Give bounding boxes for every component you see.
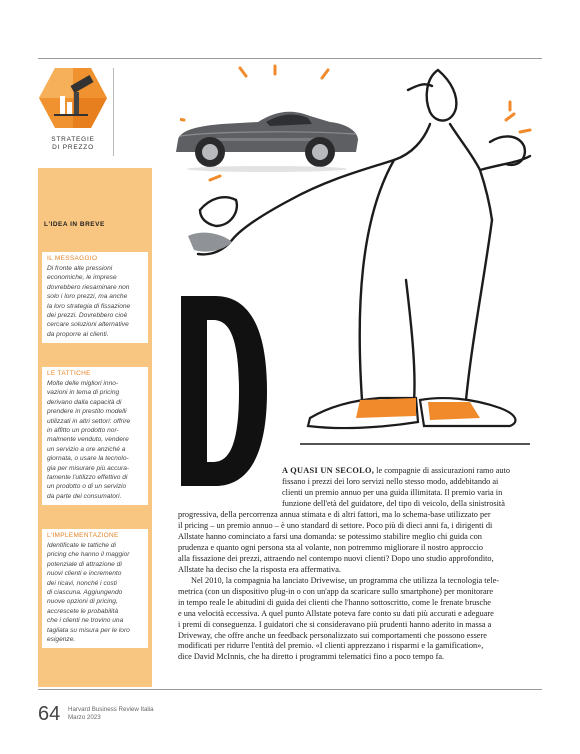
- article-line: Driveway, che offre anche un feedback personalizzato sui comportamenti che possono essere: [178, 630, 487, 640]
- article-line: Nel 2010, la compagnia ha lanciato Drivewise, un programma che utilizza la tecnologia tele-: [191, 576, 500, 585]
- badge-label: [28, 136, 118, 152]
- article-line: metrica (con un dispositivo plug-in o con un'app da scaricare sullo smartphone) per monitorare: [178, 586, 494, 596]
- article-line: progressiva, della percorrenza annua stimata e di altri fattori, ma lo schema-base utilizzato per: [178, 510, 491, 519]
- sidebar-section-tactics: [42, 367, 148, 505]
- badge-label-line2: DI PREZZO: [52, 144, 94, 151]
- article-line: prudenza e quanto ogni persona sta al volante, non potremmo migliorare il nostro approccio: [178, 542, 484, 552]
- article-line: in tempo reale le abitudini di guida dei clienti che l'hanno sottoscritto, come le frenate brusche: [178, 597, 491, 607]
- sidebar-section-message: [42, 252, 148, 343]
- badge-label-line1: STRATEGIE: [51, 136, 95, 143]
- article-line: funzione dell'età del guidatore, del tipo di veicolo, della sinistrosità: [282, 498, 505, 508]
- bottom-rule: [38, 689, 542, 690]
- section-heading: LE TATTICHE: [47, 370, 91, 377]
- article-line: A QUASI UN SECOLO, le compagnie di assicurazioni ramo auto: [282, 466, 511, 475]
- article-line: Allstate hanno cominciato a farsi una domanda: se potessimo stabilire meglio chi guida con: [178, 531, 482, 541]
- top-rule: [38, 58, 542, 59]
- article-paragraph-1: [178, 510, 548, 575]
- section-text: Molte delle migliori inno- vazioni in tema di pricing derivano dalla capacità di prendere in prestito modelli utilizzati in altri settori: offrire in affitto un prodotto nor- malmente venduto, vendere un servizio a ore anziché a giornata, o usare la tecnolo- gia per misurare più accura- tamente l'utilizzo effettivo di un prodotto o di un servizio da parte dei consumatori.: [47, 380, 131, 500]
- article-line: clienti un premio annuo per una guida illimitata. Il premio varia in: [282, 487, 503, 497]
- publication-info: [68, 706, 154, 722]
- article-intro: [282, 466, 542, 510]
- article-paragraph-2: [178, 576, 548, 663]
- sidebar-title: L'IDEA IN BREVE: [44, 221, 105, 228]
- article-line: alla fissazione dei prezzi, attraendo nel contempo nuovi clienti? Dopo uno studio approfondito,: [178, 553, 494, 563]
- lead-caps: A QUASI UN SECOLO,: [282, 466, 375, 475]
- article-line: Allstate ha deciso che la risposta era affermativa.: [178, 564, 341, 574]
- article-line: i premi di conseguenza. I guidatori che si consideravano più prudenti hanno aderito in massa a: [178, 619, 492, 629]
- article-line: dice David McInnis, che ha diretto i programmi telematici fino a poco tempo fa.: [178, 652, 445, 662]
- section-heading: IL MESSAGGIO: [47, 255, 98, 262]
- section-heading: L'IMPLEMENTAZIONE: [47, 532, 119, 539]
- page-number: 64: [38, 703, 61, 725]
- drop-cap: [181, 296, 267, 486]
- section-text: Identificate le tattiche di pricing che hanno il maggior potenziale di attrazione di nuovi clienti e incremento dei ricavi, nonché i costi di ciascuna. Aggiungendo nuove opzioni di pricing, accrescete le probabilità che i clienti ne trovino una tagliata su misura per le loro esigenze.: [47, 542, 130, 644]
- issue-date: Marzo 2023: [68, 714, 101, 721]
- article-line: modificati per ridurre l'entità del premio. «I clienti apprezzano i risparmi e la gamification»,: [178, 641, 484, 651]
- article-line: fissano i prezzi dei loro servizi nello stesso modo, addebitando ai: [282, 476, 499, 486]
- section-text: Di fronte alle pressioni economiche, le imprese dovrebbero riesaminare non solo i loro prezzi, ma anche la loro strategia di fissazione dei prezzi. Dovrebbero cioè cercare soluzioni alternative da proporre ai clienti.: [47, 265, 131, 338]
- sidebar-section-implementation: [42, 529, 148, 648]
- article-line: il pricing – un premio annuo – è uno standard di settore. Poco più di dieci anni fa, i dirigenti di: [178, 520, 493, 530]
- article-line: e una velocità eccessiva. A quel punto Allstate poteva fare conto su dati più accurati e adeguare: [178, 608, 494, 618]
- strategy-badge-icon: [38, 66, 108, 130]
- publication-name: Harvard Business Review Italia: [68, 706, 154, 713]
